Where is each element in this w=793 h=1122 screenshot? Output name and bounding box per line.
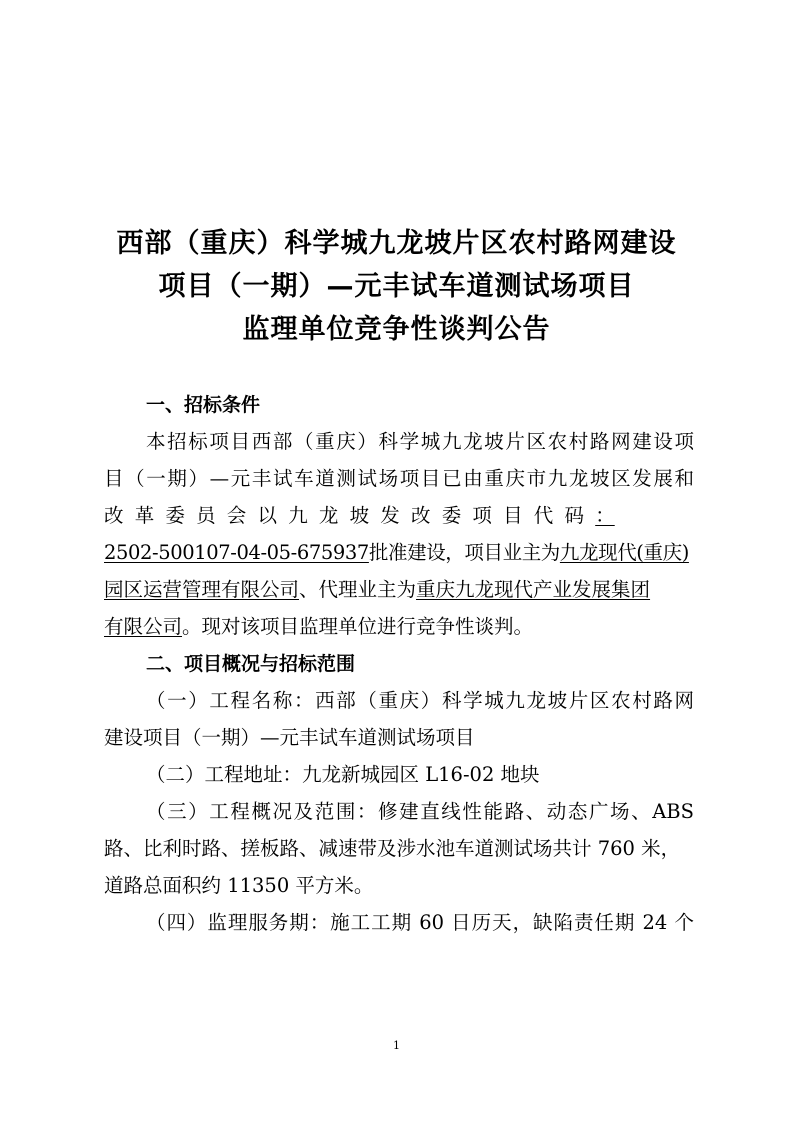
paragraph-line: 2502-500107-04-05-675937批准建设，项目业主为九龙现代(重庆): [104, 541, 689, 564]
section-heading-project-overview: 二、项目概况与招标范围: [146, 653, 356, 675]
document-title: [60, 222, 733, 351]
title-line-3: 监理单位竞争性谈判公告: [242, 314, 551, 345]
paragraph-line: （一）工程名称：西部（重庆）科学城九龙坡片区农村路网: [146, 689, 694, 712]
paragraph-line: 有限公司。现对该项目监理单位进行竞争性谈判。: [104, 615, 534, 638]
paragraph-line: 园区运营管理有限公司、代理业主为重庆九龙现代产业发展集团: [104, 578, 651, 601]
paragraph-line: （三）工程概况及范围：修建直线性能路、动态广场、ABS: [146, 800, 694, 823]
agent-owner: 重庆九龙现代产业发展集团: [416, 578, 651, 601]
paragraph-line: 建设项目（一期）—元丰试车道测试场项目: [104, 726, 475, 749]
paragraph-line: 路、比利时路、搓板路、减速带及涉水池车道测试场共计 760 米，: [104, 837, 681, 860]
paragraph-line: 目（一期）—元丰试车道测试场项目已由重庆市九龙坡区发展和: [104, 467, 694, 490]
project-owner-cont: 园区运营管理有限公司: [104, 578, 300, 601]
page-number: 1: [393, 1039, 400, 1052]
paragraph-line: 本招标项目西部（重庆）科学城九龙坡片区农村路网建设项: [146, 430, 694, 453]
project-owner: 九龙现代(重庆): [559, 541, 689, 564]
section-heading-bidding-conditions: 一、招标条件: [146, 394, 261, 416]
project-code: 2502-500107-04-05-675937: [104, 541, 369, 564]
title-line-1: 西部（重庆）科学城九龙坡片区农村路网建设: [116, 228, 677, 259]
paragraph-line: （四）监理服务期：施工工期 60 日历天，缺陷责任期 24 个: [146, 911, 694, 934]
paragraph-line: 改革委员会以九龙坡发改委项目代码：: [104, 504, 615, 527]
paragraph-line: （二）工程地址：九龙新城园区 L16-02 地块: [146, 763, 540, 786]
paragraph-line: 道路总面积约 11350 平方米。: [104, 874, 374, 897]
title-line-2: 项目（一期）—元丰试车道测试场项目: [158, 271, 635, 302]
underlined-colon: ：: [595, 504, 615, 527]
agent-owner-cont: 有限公司: [104, 615, 183, 638]
